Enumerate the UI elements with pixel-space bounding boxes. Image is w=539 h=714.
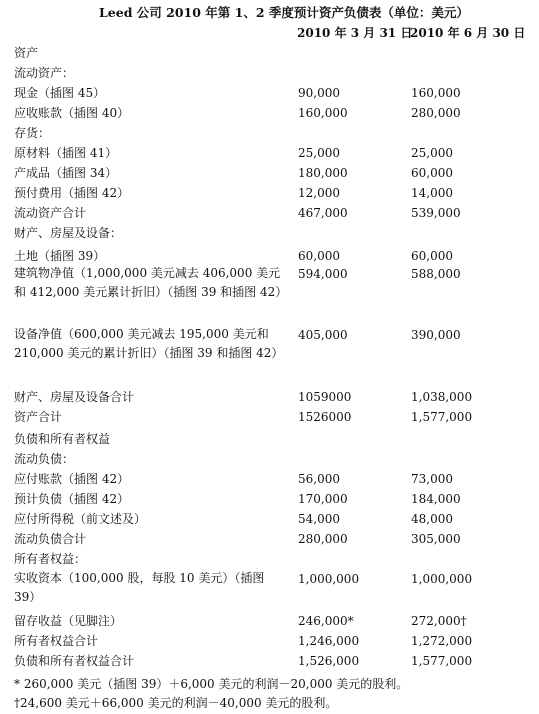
- row-value-q2: 48,000: [411, 512, 453, 526]
- row-value-q1: 467,000: [298, 206, 348, 220]
- row-label: 预计负债（插图 42）: [14, 492, 130, 506]
- row-value-q1: 280,000: [298, 532, 348, 546]
- row-value-q2: 588,000: [411, 267, 461, 281]
- row-value-q2: 1,038,000: [411, 390, 473, 404]
- row-value-q1: 1526000: [298, 410, 352, 424]
- row-value-q2: 60,000: [411, 166, 453, 180]
- row-label: 留存收益（见脚注）: [14, 614, 123, 628]
- row-label: 所有者权益：: [14, 552, 87, 566]
- row-value-q1: 180,000: [298, 166, 348, 180]
- row-value-q2: 305,000: [411, 532, 461, 546]
- row-value-q2: 25,000: [411, 146, 453, 160]
- row-label: 流动负债合计: [14, 532, 87, 546]
- row-value-q1: 54,000: [298, 512, 340, 526]
- row-value-q1: 90,000: [298, 86, 340, 100]
- row-value-q2: 184,000: [411, 492, 461, 506]
- footnote-2: †24,600 美元＋66,000 美元的利润－40,000 美元的股利。: [14, 696, 338, 710]
- row-value-q2: 1,000,000: [411, 572, 473, 586]
- row-label: 预付费用（插图 42）: [14, 186, 130, 200]
- row-label: 土地（插图 39）: [14, 249, 106, 263]
- row-label: 原材料（插图 41）: [14, 146, 118, 160]
- row-label: 应收账款（插图 40）: [14, 106, 130, 120]
- row-label: 负债和所有者权益合计: [14, 654, 135, 668]
- row-value-q2: 1,577,000: [411, 654, 473, 668]
- row-label: 流动资产：: [14, 66, 75, 80]
- row-value-q2: 1,272,000: [411, 634, 473, 648]
- row-value-q2: 160,000: [411, 86, 461, 100]
- row-value-q1: 246,000*: [298, 614, 354, 628]
- row-label: 设备净值（600,000 美元减去 195,000 美元和 210,000 美元的累计折旧）（插图 39 和插图 42）: [14, 327, 284, 360]
- row-label: 建筑物净值（1,000,000 美元减去 406,000 美元和 412,000 美元累计折旧）（插图 39 和插图 42）: [14, 266, 288, 299]
- row-value-q1: 170,000: [298, 492, 348, 506]
- row-value-q2: 14,000: [411, 186, 453, 200]
- row-value-q1: 1,000,000: [298, 572, 360, 586]
- row-label: 流动负债：: [14, 452, 75, 466]
- row-label: 应付所得税（前文述及）: [14, 512, 147, 526]
- row-label: 流动资产合计: [14, 206, 87, 220]
- row-value-q1: 1059000: [298, 390, 352, 404]
- footnote-1: * 260,000 美元（插图 39）＋6,000 美元的利润－20,000 美元的股利。: [14, 677, 409, 691]
- row-value-q1: 1,526,000: [298, 654, 360, 668]
- row-label: 现金（插图 45）: [14, 86, 106, 100]
- row-label: 财产、房屋及设备：: [14, 226, 123, 240]
- row-value-q1: 1,246,000: [298, 634, 360, 648]
- row-value-q1: 12,000: [298, 186, 340, 200]
- row-value-q2: 60,000: [411, 249, 453, 263]
- column-header-q1: 2010 年 3 月 31 日: [297, 26, 413, 40]
- row-label: 资产: [14, 46, 39, 60]
- row-value-q2: 1,577,000: [411, 410, 473, 424]
- row-value-q2: 539,000: [411, 206, 461, 220]
- row-value-q1: 25,000: [298, 146, 340, 160]
- row-value-q1: 56,000: [298, 472, 340, 486]
- row-value-q2: 272,000†: [411, 614, 467, 628]
- row-label: 资产合计: [14, 410, 63, 424]
- row-value-q2: 73,000: [411, 472, 453, 486]
- row-value-q1: 160,000: [298, 106, 348, 120]
- row-label: 应付账款（插图 42）: [14, 472, 130, 486]
- row-label: 所有者权益合计: [14, 634, 99, 648]
- row-label: 存货：: [14, 126, 51, 140]
- page-title: Leed 公司 2010 年第 1、2 季度预计资产负债表（单位：美元）: [99, 5, 469, 20]
- row-value-q1: 594,000: [298, 267, 348, 281]
- row-value-q1: 405,000: [298, 328, 348, 342]
- row-label: 财产、房屋及设备合计: [14, 390, 135, 404]
- row-value-q2: 280,000: [411, 106, 461, 120]
- row-value-q1: 60,000: [298, 249, 340, 263]
- row-label: 产成品（插图 34）: [14, 166, 118, 180]
- row-value-q2: 390,000: [411, 328, 461, 342]
- column-header-q2: 2010 年 6 月 30 日: [410, 26, 526, 40]
- row-label: 实收资本（100,000 股，每股 10 美元）（插图 39）: [14, 571, 265, 604]
- row-label: 负债和所有者权益: [14, 432, 111, 446]
